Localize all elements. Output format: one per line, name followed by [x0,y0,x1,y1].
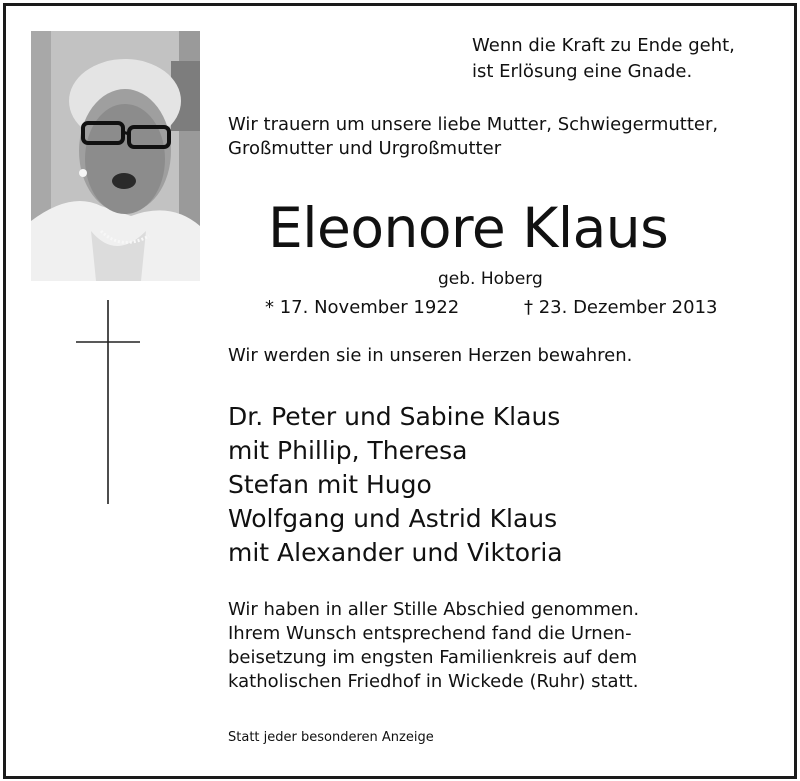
intro-line: Wir trauern um unsere liebe Mutter, Schwiegermutter, [228,114,719,135]
note-line: katholischen Friedhof in Wickede (Ruhr) statt. [228,671,639,692]
note-line: Wir haben in aller Stille Abschied genommen. [228,599,640,620]
family-member: mit Alexander und Viktoria [228,538,563,567]
family-member: Stefan mit Hugo [228,470,432,499]
birth-date: * 17. November 1922 [265,297,460,318]
family-member: Wolfgang und Astrid Klaus [228,504,558,533]
deceased-name: Eleonore Klaus [268,196,669,260]
note-line: beisetzung im engsten Familienkreis auf dem [228,647,638,668]
family-list [228,400,563,570]
cross-icon [76,300,140,504]
motto [472,33,735,85]
burial-note [228,598,639,694]
family-member: Dr. Peter und Sabine Klaus [228,402,561,431]
footer-note: Statt jeder besonderen Anzeige [228,730,434,745]
note-line: Ihrem Wunsch entsprechend fand die Urnen- [228,623,632,644]
portrait-photo [31,31,200,281]
motto-line: Wenn die Kraft zu Ende geht, [472,35,735,56]
death-date: † 23. Dezember 2013 [524,297,718,318]
intro-line: Großmutter und Urgroßmutter [228,138,502,159]
family-member: mit Phillip, Theresa [228,436,468,465]
maiden-name: geb. Hoberg [438,269,543,289]
intro-text [228,113,718,161]
remembrance-line: Wir werden sie in unseren Herzen bewahren. [228,345,633,366]
motto-line: ist Erlösung eine Gnade. [472,61,693,82]
